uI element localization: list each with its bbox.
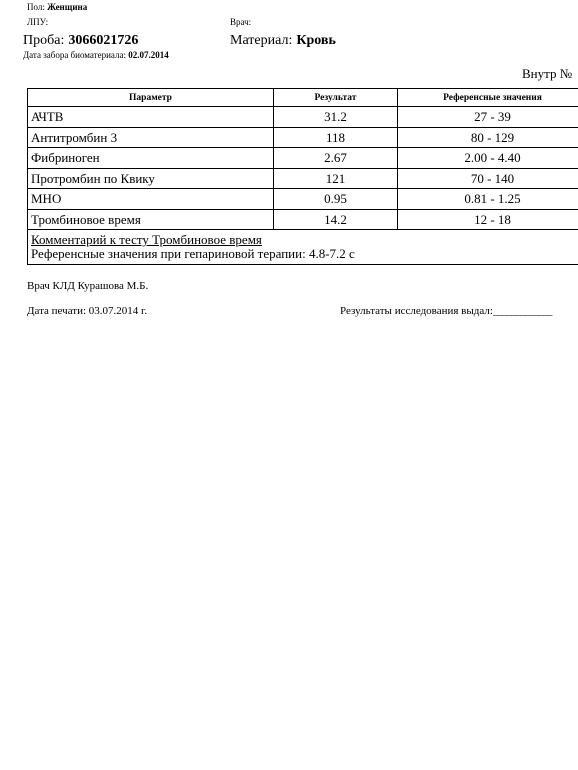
row-result: 0.95 — [274, 189, 398, 210]
row-reference: 80 - 129 — [398, 127, 578, 148]
table-header-row — [28, 89, 578, 107]
row-parameter: АЧТВ — [28, 107, 274, 128]
material-value: Кровь — [296, 33, 336, 48]
row-reference: 12 - 18 — [398, 209, 578, 230]
collection-date-value: 02.07.2014 — [128, 50, 169, 60]
row-reference: 27 - 39 — [398, 107, 578, 128]
doctor-signature: Врач КЛД Курашова М.Б. — [27, 280, 149, 292]
results-table — [27, 88, 578, 265]
row-parameter: Протромбин по Квику — [28, 168, 274, 189]
column-header-parameter: Параметр — [28, 89, 274, 107]
collection-date-line — [23, 50, 169, 60]
issued-by-signature-line: _____________ — [492, 305, 552, 317]
internal-number-label: Внутр № — [522, 66, 573, 81]
row-parameter: МНО — [28, 189, 274, 210]
sample-value: 3066021726 — [68, 33, 139, 48]
row-reference: 2.00 - 4.40 — [398, 148, 578, 169]
table-row — [28, 127, 578, 148]
sample-line — [23, 31, 138, 49]
table-row — [28, 189, 578, 210]
issued-by-line — [340, 305, 551, 317]
comment-title: Комментарий к тесту Тромбиновое время — [31, 232, 262, 247]
column-header-reference: Референсные значения — [398, 89, 578, 107]
sample-label: Проба: — [23, 33, 65, 48]
table-row — [28, 168, 578, 189]
row-reference: 0.81 - 1.25 — [398, 189, 578, 210]
table-row — [28, 209, 578, 230]
row-result: 31.2 — [274, 107, 398, 128]
doctor-label: Врач: — [230, 17, 252, 27]
collection-date-label: Дата забора биоматериала: — [23, 50, 126, 60]
comment-cell — [28, 230, 578, 265]
comment-row — [28, 230, 578, 265]
row-result: 14.2 — [274, 209, 398, 230]
table-row — [28, 107, 578, 128]
print-date: Дата печати: 03.07.2014 г. — [27, 305, 148, 317]
row-parameter: Антитромбин 3 — [28, 127, 274, 148]
material-label: Материал: — [230, 33, 293, 48]
column-header-result: Результат — [274, 89, 398, 107]
comment-text: Референсные значения при гепариновой терапии: 4.8-7.2 с — [31, 246, 355, 261]
gender-label: Пол: — [27, 2, 45, 12]
gender-line — [27, 2, 87, 12]
gender-value: Женщина — [47, 2, 88, 12]
row-parameter: Тромбиновое время — [28, 209, 274, 230]
row-reference: 70 - 140 — [398, 168, 578, 189]
row-result: 118 — [274, 127, 398, 148]
table-row — [28, 148, 578, 169]
row-parameter: Фибриноген — [28, 148, 274, 169]
row-result: 2.67 — [274, 148, 398, 169]
lpu-label: ЛПУ: — [27, 17, 49, 27]
issued-by-label: Результаты исследования выдал: — [340, 305, 493, 317]
row-result: 121 — [274, 168, 398, 189]
material-line — [230, 31, 336, 49]
